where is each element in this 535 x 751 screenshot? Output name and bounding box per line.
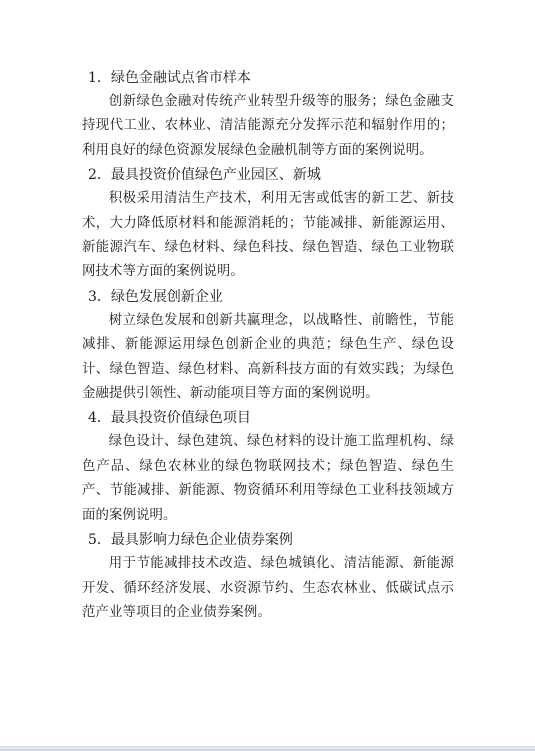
section-heading: 2．最具投资价值绿色产业园区、新城	[88, 167, 321, 184]
section-5	[82, 528, 454, 625]
section-paragraph: 积极采用清洁生产技术，利用无害或低害的新工艺、新技术，大力降低原材料和能源消耗的；节能减排、新能源运用、新能源汽车、绿色材料、绿色科技、绿色智造、绿色工业物联网技术等方面的案例说明。	[82, 191, 454, 280]
section-heading: 3．绿色发展创新企业	[88, 288, 223, 305]
section-4	[82, 406, 454, 528]
document-body	[82, 66, 454, 625]
section-2	[82, 163, 454, 285]
section-paragraph: 创新绿色金融对传统产业转型升级等的服务；绿色金融支持现代工业、农林业、清洁能源充分发挥示范和辐射作用的；利用良好的绿色资源发展绿色金融机制等方面的案例说明。	[82, 94, 454, 158]
section-heading: 5．最具影响力绿色企业债券案例	[88, 532, 293, 549]
section-heading: 4．最具投资价值绿色项目	[88, 410, 251, 427]
section-paragraph: 树立绿色发展和创新共赢理念，以战略性、前瞻性，节能减排、新能源运用绿色创新企业的典范；绿色生产、绿色设计、绿色智造、绿色材料、高新科技方面的有效实践；为绿色金融提供引领性、新动能项目等方面的案例说明。	[82, 312, 454, 402]
section-paragraph: 用于节能减排技术改造、绿色城镇化、清洁能源、新能源开发、循环经济发展、水资源节约、生态农林业、低碳试点示范产业等项目的企业债券案例。	[82, 556, 454, 620]
section-1	[82, 66, 454, 163]
section-3	[82, 285, 454, 407]
section-paragraph: 绿色设计、绿色建筑、绿色材料的设计施工监理机构、绿色产品、绿色农林业的绿色物联网技术；绿色智造、绿色生产、节能减排、新能源、物资循环利用等绿色工业科技领域方面的案例说明。	[82, 434, 454, 523]
section-heading: 1．绿色金融试点省市样本	[88, 70, 251, 86]
